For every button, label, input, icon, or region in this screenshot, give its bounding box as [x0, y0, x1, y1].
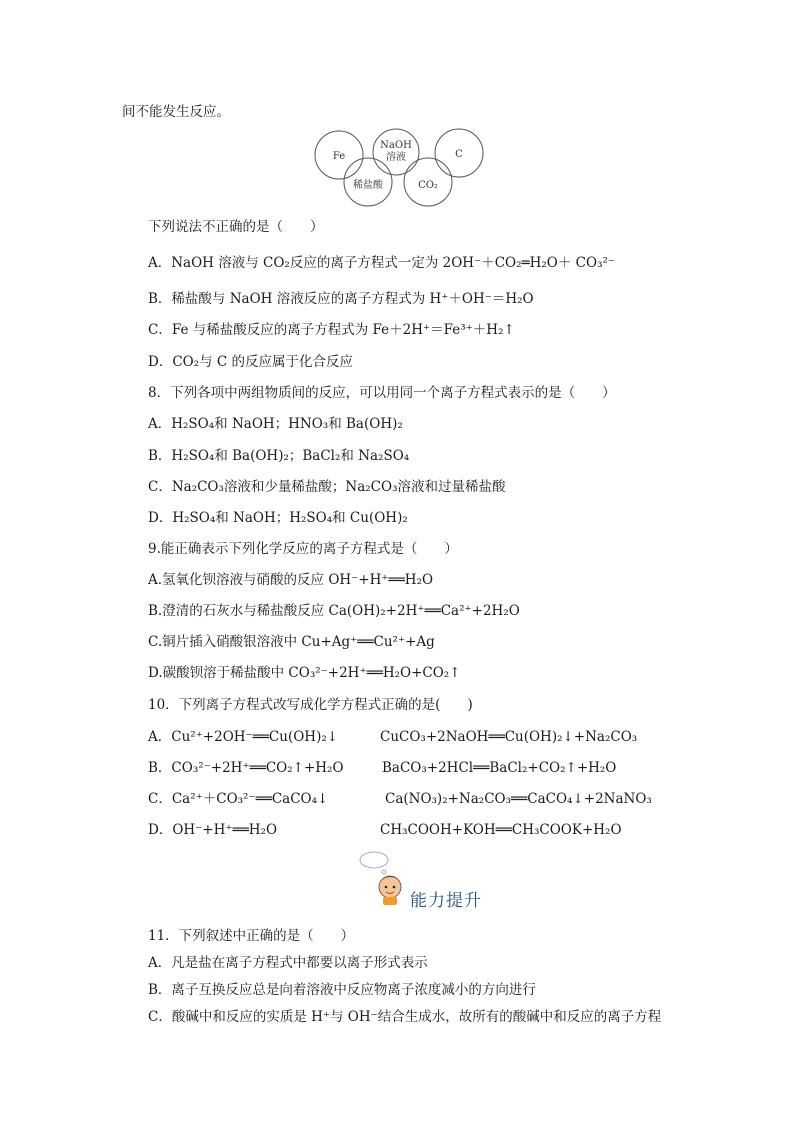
q7-option-a: A．NaOH 溶液与 CO₂反应的离子方程式一定为 2OH⁻＋CO₂═H₂O＋ CO₃²⁻ [148, 255, 616, 271]
q9-option-d: D.碳酸钡溶于稀盐酸中 CO₃²⁻+2H⁺══H₂O+CO₂↑ [148, 665, 461, 681]
q7-option-b: B．稀盐酸与 NaOH 溶液反应的离子方程式为 H⁺＋OH⁻＝H₂O [148, 291, 534, 307]
q10-d-ion: D．OH⁻+H⁺══H₂O [148, 822, 278, 838]
q10-stem: 10．下列离子方程式改写成化学方程式正确的是( ) [148, 697, 473, 713]
intro-text: 间不能发生反应。 [122, 104, 230, 120]
q10-d-chem: CH₃COOH+KOH══CH₃COOK+H₂O [380, 822, 622, 838]
q10-c-ion: C．Ca²⁺＋CO₃²⁻══CaCO₄↓ [148, 791, 329, 807]
q8-option-a: A．H₂SO₄和 NaOH；HNO₃和 Ba(OH)₂ [148, 416, 403, 432]
q9-stem: 9.能正确表示下列化学反应的离子方程式是（ ） [148, 541, 458, 557]
label-c: C [455, 149, 463, 160]
section-title: 能力提升 [410, 891, 482, 911]
label-naoh-1: NaOH [380, 140, 412, 151]
q9-option-a: A.氢氧化钡溶液与硝酸的反应 OH⁻+H⁺══H₂O [148, 572, 434, 588]
q10-b-ion: B．CO₃²⁻+2H⁺══CO₂↑+H₂O [148, 760, 344, 776]
reaction-circles-diagram [312, 128, 484, 210]
q7-option-c: C．Fe 与稀盐酸反应的离子方程式为 Fe＋2H⁺＝Fe³⁺＋H₂↑ [148, 322, 515, 338]
q11-option-b: B．离子互换反应总是向着溶液中反应物离子浓度减小的方向进行 [148, 982, 536, 998]
q7-option-d: D．CO₂与 C 的反应属于化合反应 [148, 354, 354, 370]
q11-option-c: C．酸碱中和反应的实质是 H⁺与 OH⁻结合生成水，故所有的酸碱中和反应的离子方程 [148, 1009, 662, 1025]
q10-a-chem: CuCO₃+2NaOH══Cu(OH)₂↓+Na₂CO₃ [380, 729, 638, 745]
q7-stem: 下列说法不正确的是（ ） [148, 219, 324, 235]
q8-option-b: B．H₂SO₄和 Ba(OH)₂；BaCl₂和 Na₂SO₄ [148, 448, 410, 464]
q9-option-b: B.澄清的石灰水与稀盐酸反应 Ca(OH)₂+2H⁺══Ca²⁺+2H₂O [148, 603, 520, 619]
q9-option-c: C.铜片插入硝酸银溶液中 Cu+Ag⁺══Cu²⁺+Ag [148, 634, 435, 650]
q10-c-chem: Ca(NO₃)₂+Na₂CO₃══CaCO₄↓+2NaNO₃ [385, 791, 652, 807]
label-fe: Fe [332, 151, 346, 162]
q11-option-a: A．凡是盐在离子方程式中都要以离子形式表示 [148, 955, 428, 971]
q10-a-ion: A．Cu²⁺+2OH⁻══Cu(OH)₂↓ [148, 729, 339, 745]
q8-option-c: C．Na₂CO₃溶液和少量稀盐酸；Na₂CO₃溶液和过量稀盐酸 [148, 479, 506, 495]
label-co2: CO₂ [418, 180, 438, 191]
q11-stem: 11．下列叙述中正确的是（ ） [148, 928, 355, 944]
q8-stem: 8．下列各项中两组物质间的反应，可以用同一个离子方程式表示的是（ ） [148, 385, 616, 401]
q10-b-chem: BaCO₃+2HCl══BaCl₂+CO₂↑+H₂O [382, 760, 617, 776]
q8-option-d: D．H₂SO₄和 NaOH；H₂SO₄和 Cu(OH)₂ [148, 510, 408, 526]
label-hcl: 稀盐酸 [353, 180, 383, 191]
label-naoh-2: 溶液 [386, 152, 406, 163]
